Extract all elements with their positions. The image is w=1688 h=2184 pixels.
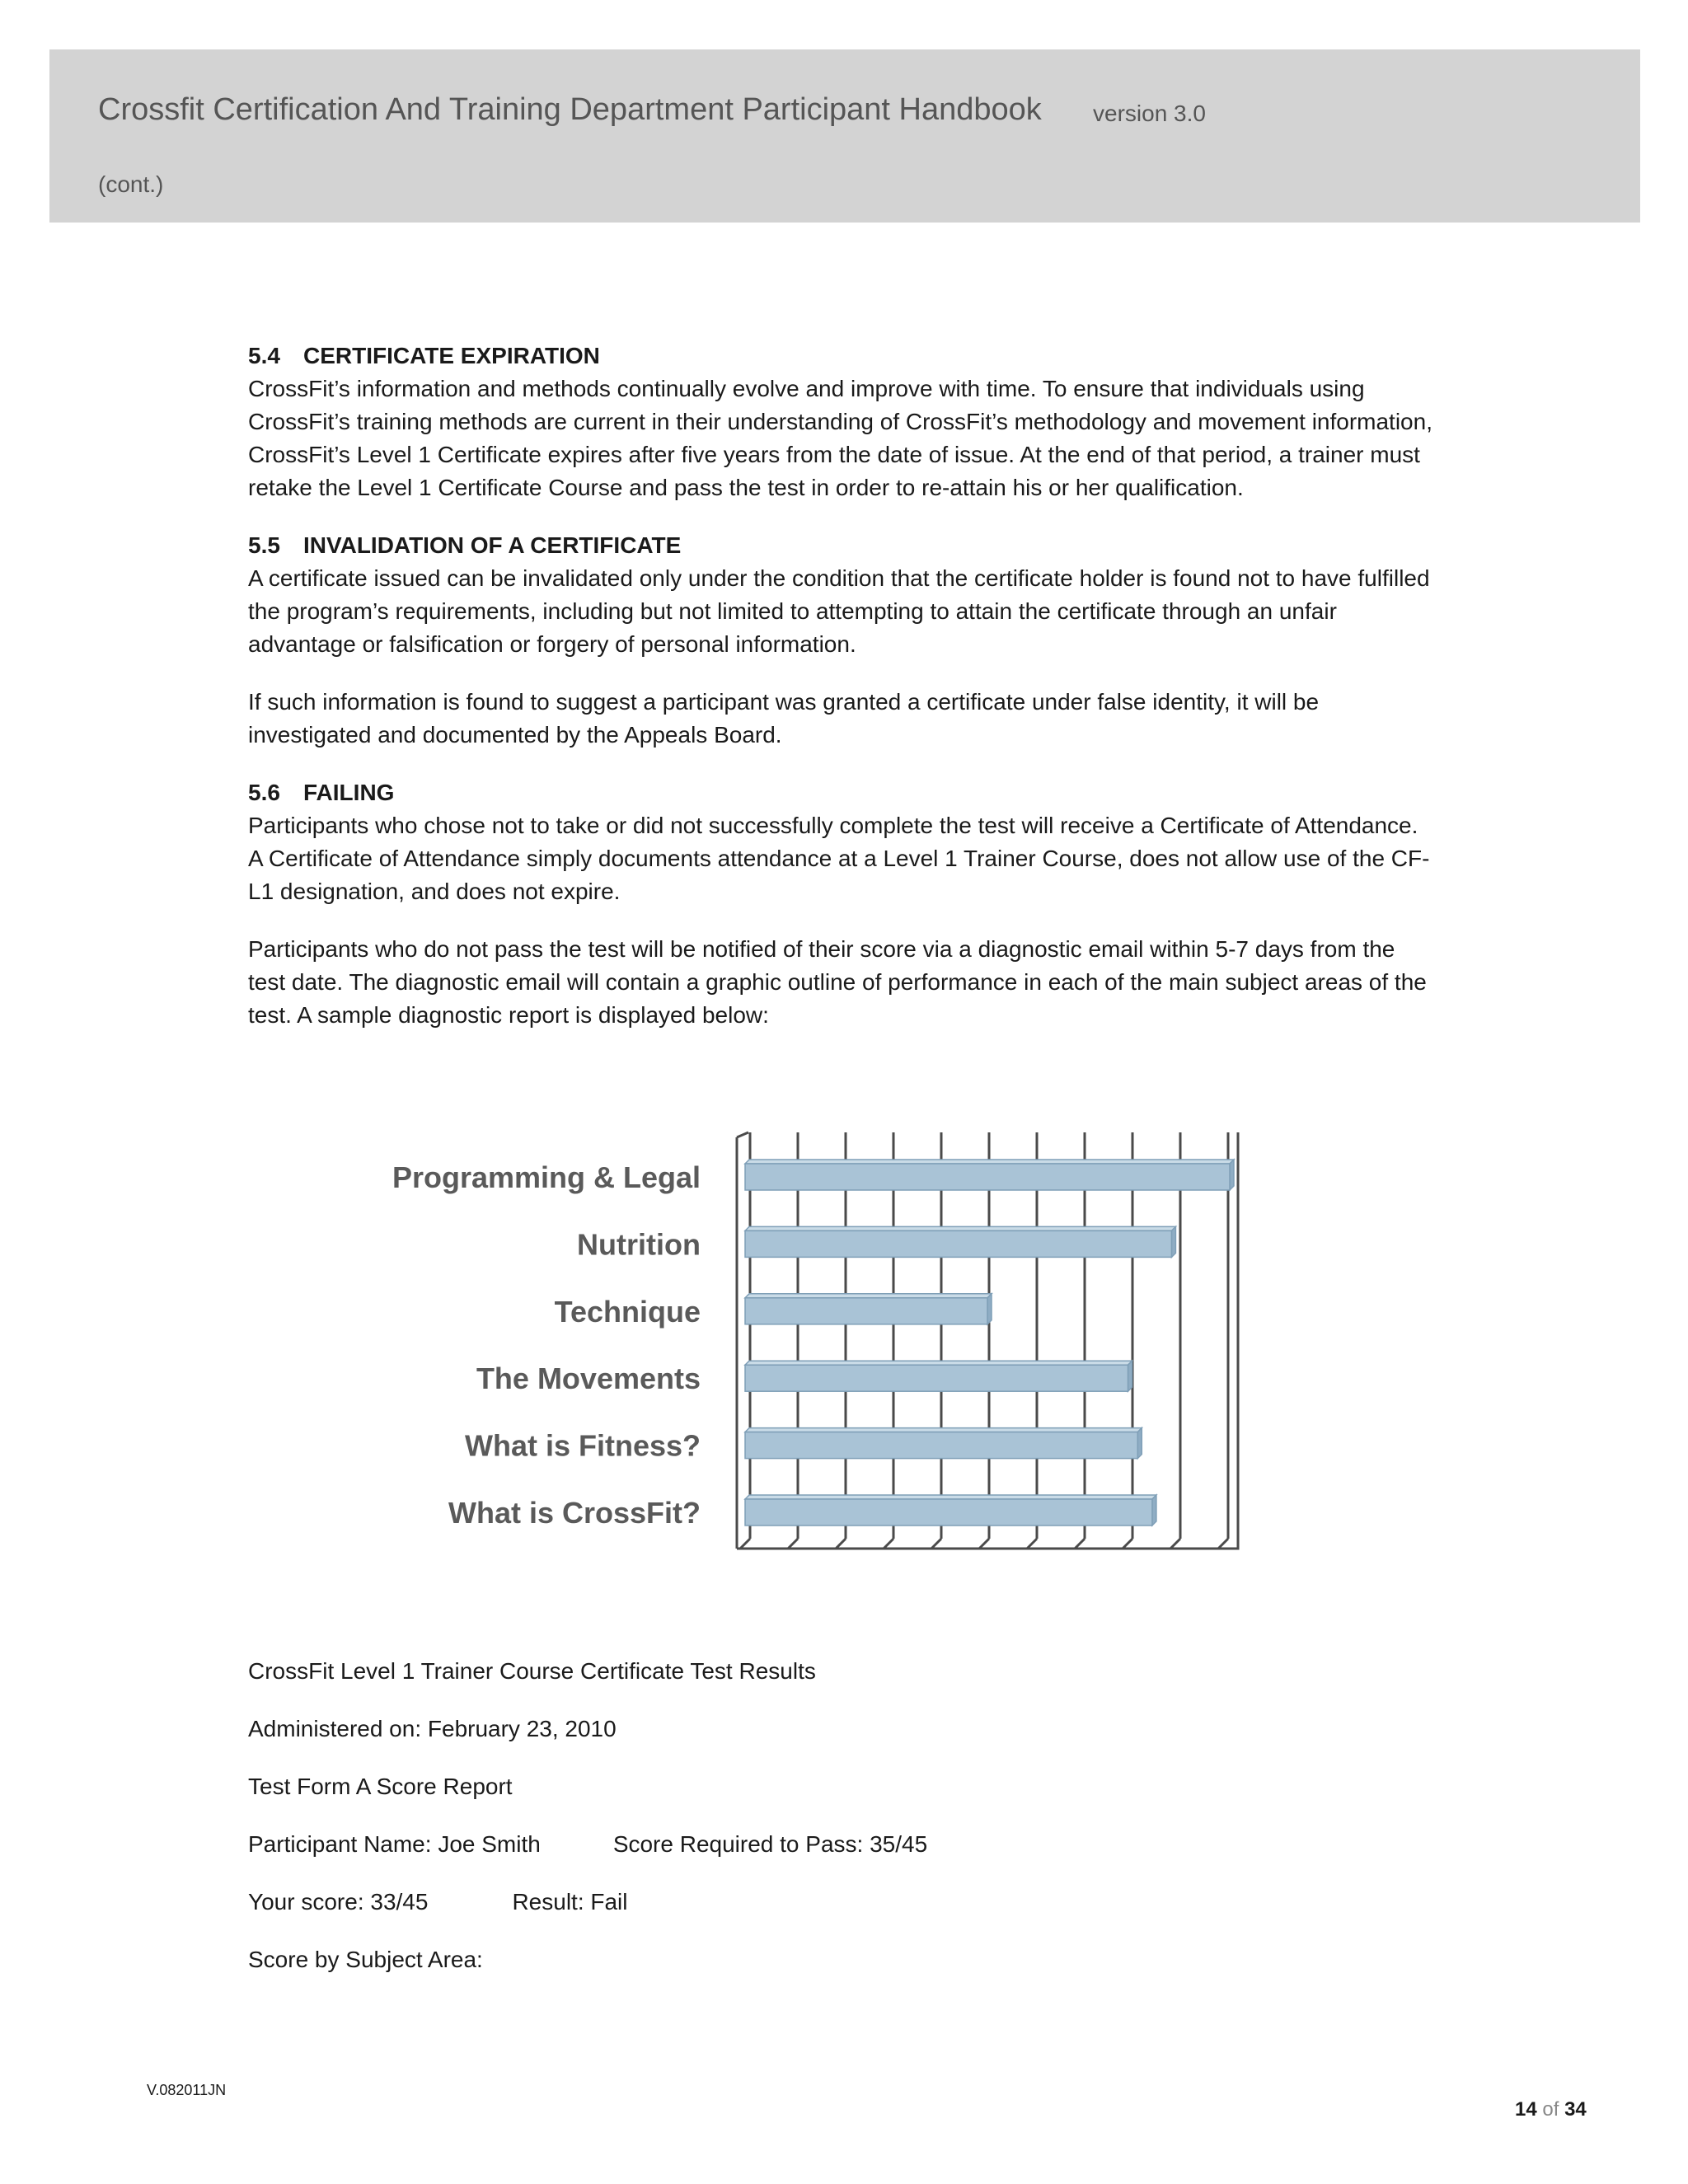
report-administered: Administered on: February 23, 2010 bbox=[248, 1716, 617, 1741]
paragraph: A certificate issued can be invalidated only under the condition that the certificate holder is found not to have fulfilled the program’s requirements, including but not limited to attempting to attain the certificate through an unfair advantage or falsification or forgery of personal information. bbox=[248, 565, 1430, 657]
participant-name: Participant Name: Joe Smith bbox=[248, 1831, 541, 1857]
required-score: Score Required to Pass: 35/45 bbox=[612, 1831, 928, 1857]
bar-top-face bbox=[745, 1361, 1132, 1365]
section-title: FAILING bbox=[303, 780, 395, 805]
report-by-subject: Score by Subject Area: bbox=[248, 1947, 483, 1972]
gridline-floor bbox=[740, 1539, 750, 1549]
bar bbox=[745, 1164, 1230, 1190]
chart-frame bbox=[737, 1132, 1238, 1549]
section-number: 5.4 bbox=[248, 343, 280, 368]
footer-version-code: V.082011JN bbox=[147, 2082, 227, 2098]
continued-label: (cont.) bbox=[98, 171, 164, 197]
bar-top-face bbox=[745, 1428, 1142, 1432]
category-label: What is CrossFit? bbox=[448, 1496, 701, 1530]
gridline-floor bbox=[1170, 1539, 1180, 1549]
section-title: INVALIDATION OF A CERTIFICATE bbox=[303, 532, 682, 558]
paragraph: Participants who do not pass the test will be notified of their score via a diagnostic email within 5-7 days from the test date. The diagnostic email will contain a graphic outline of performance in each of the main subject areas of the test. A sample diagnostic report is displayed below: bbox=[248, 936, 1427, 1028]
section-5-6 bbox=[248, 776, 1435, 1032]
section-number: 5.5 bbox=[248, 532, 280, 558]
page-header bbox=[49, 49, 1640, 223]
main-content bbox=[248, 340, 1435, 1057]
section-5-5 bbox=[248, 529, 1435, 752]
bar bbox=[745, 1230, 1171, 1257]
bar bbox=[745, 1298, 987, 1324]
your-score: Your score: 33/45 bbox=[248, 1889, 429, 1915]
report-participant-row bbox=[248, 1828, 1402, 1861]
report-title: CrossFit Level 1 Trainer Course Certificate Test Results bbox=[248, 1658, 816, 1684]
result: Result: Fail bbox=[512, 1889, 628, 1915]
category-label: The Movements bbox=[476, 1361, 701, 1396]
paragraph: If such information is found to suggest a participant was granted a certificate under false identity, it will be investigated and documented by the Appeals Board. bbox=[248, 689, 1320, 748]
section-title: CERTIFICATE EXPIRATION bbox=[303, 343, 600, 368]
section-heading bbox=[248, 776, 1435, 809]
paragraph: CrossFit’s information and methods continually evolve and improve with time. To ensure that individuals using CrossFit’s training methods are current in their understanding of CrossFit’s methodology and movement information, CrossFit’s Level 1 Certificate expires after five years from the date of issue. At the end of that period, a trainer must retake the Level 1 Certificate Course and pass the test in order to re-attain his or her qualification. bbox=[248, 376, 1432, 500]
gridline-floor bbox=[1075, 1539, 1085, 1549]
bar-side-face bbox=[1128, 1361, 1132, 1391]
gridline-floor bbox=[1123, 1539, 1132, 1549]
bar bbox=[745, 1365, 1128, 1391]
page-number bbox=[1515, 2098, 1587, 2121]
report-form: Test Form A Score Report bbox=[248, 1774, 513, 1799]
diagnostic-bar-chart bbox=[387, 1122, 1294, 1568]
section-heading bbox=[248, 340, 1435, 373]
category-label: Nutrition bbox=[577, 1227, 701, 1262]
score-report bbox=[248, 1655, 1402, 2001]
chart-back-wall-top bbox=[737, 1132, 748, 1137]
category-label: What is Fitness? bbox=[464, 1428, 701, 1463]
bar bbox=[745, 1499, 1152, 1526]
document-title: Crossfit Certification And Training Department Participant Handbook bbox=[98, 92, 1042, 127]
report-score-row bbox=[248, 1886, 1402, 1919]
section-number: 5.6 bbox=[248, 780, 280, 805]
category-label: Technique bbox=[554, 1294, 701, 1329]
page-current: 14 bbox=[1515, 2098, 1537, 2121]
gridline-floor bbox=[1027, 1539, 1037, 1549]
bar bbox=[745, 1432, 1137, 1459]
section-heading bbox=[248, 529, 1435, 562]
page-of: of bbox=[1542, 2098, 1559, 2121]
version-label: version 3.0 bbox=[1093, 101, 1206, 126]
section-5-4 bbox=[248, 340, 1435, 504]
gridline-floor bbox=[884, 1539, 893, 1549]
gridline-floor bbox=[931, 1539, 941, 1549]
gridline-floor bbox=[836, 1539, 846, 1549]
bar-side-face bbox=[1137, 1428, 1142, 1459]
gridline-floor bbox=[979, 1539, 989, 1549]
gridline-floor bbox=[788, 1539, 798, 1549]
page-total: 34 bbox=[1564, 2098, 1587, 2121]
diagnostic-chart bbox=[387, 1122, 1294, 1568]
gridline-floor bbox=[1218, 1539, 1228, 1549]
category-label: Programming & Legal bbox=[392, 1160, 701, 1194]
paragraph: Participants who chose not to take or did not successfully complete the test will receive a Certificate of Attendance. A Certificate of Attendance simply documents attendance at a Level 1 Trainer Course, does not allow use of the CF-L1 designation, and does not expire. bbox=[248, 813, 1430, 904]
